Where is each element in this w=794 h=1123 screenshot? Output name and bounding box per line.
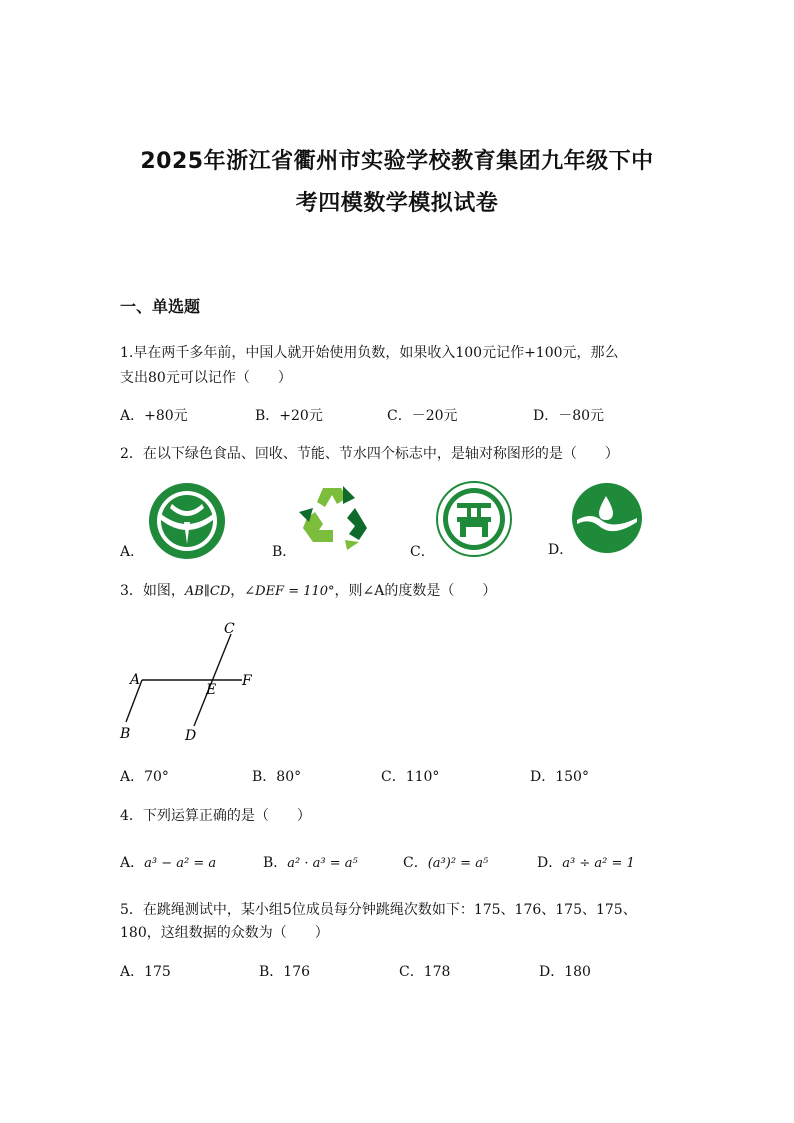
- q3-option-d: D．150°: [530, 769, 589, 785]
- figure-label-f: F: [242, 673, 252, 689]
- q3-option-c: C．110°: [381, 769, 440, 785]
- q4-option-a: [120, 852, 216, 872]
- q5-option-d: D．180: [539, 964, 591, 980]
- section-heading: 一、单选题: [120, 297, 201, 316]
- q1-option-d: D．－80元: [533, 408, 605, 424]
- page-title-line-2: 考四模数学模拟试卷: [295, 191, 499, 216]
- energy-saving-logo-icon: [436, 481, 512, 557]
- q4-option-d-expr: a³ ÷ a² = 1: [562, 856, 635, 871]
- q4-option-c: [403, 852, 488, 872]
- q5-option-c: C．178: [399, 964, 451, 980]
- q4-option-b: [263, 852, 358, 872]
- figure-label-e: E: [206, 682, 217, 698]
- q1-text-line-1: 1.早在两千多年前，中国人就开始使用负数，如果收入100元记作+100元，那么: [120, 345, 619, 361]
- q1-option-b: B．+20元: [255, 408, 323, 424]
- figure-label-a: A: [130, 672, 141, 688]
- page-title-line-1: 2025年浙江省衢州市实验学校教育集团九年级下中: [140, 149, 654, 174]
- figure-label-c: C: [224, 621, 235, 637]
- q3-separator: ，: [230, 583, 245, 599]
- q3-geometry-figure: [114, 616, 284, 746]
- q3-condition-angle: ∠DEF = 110°: [244, 584, 335, 599]
- q4-option-c-letter: C．: [403, 855, 428, 871]
- q2-text: 2．在以下绿色食品、回收、节能、节水四个标志中，是轴对称图形的是（ ）: [120, 446, 619, 462]
- q3-option-a: A．70°: [120, 769, 169, 785]
- q4-option-b-letter: B．: [263, 855, 288, 871]
- figure-label-b: B: [120, 726, 131, 742]
- q1-option-a: A．+80元: [120, 408, 188, 424]
- q3-suffix: ，则∠A的度数是（ ）: [334, 583, 497, 599]
- q4-option-a-expr: a³ − a² = a: [144, 856, 217, 871]
- water-saving-logo-icon: [571, 482, 643, 554]
- q1-option-c: C．－20元: [387, 408, 458, 424]
- q2-option-a: A．: [120, 544, 145, 560]
- q2-option-b: B．: [272, 544, 297, 560]
- q4-option-b-expr: a² · a³ = a⁵: [287, 856, 358, 871]
- q4-text: 4．下列运算正确的是（ ）: [120, 808, 311, 824]
- q3-text: [120, 580, 496, 600]
- q4-option-d: [537, 852, 635, 872]
- green-food-logo-icon: [148, 482, 226, 560]
- q5-option-b: B．176: [259, 964, 311, 980]
- q2-option-d: D．: [548, 542, 574, 558]
- figure-label-d: D: [185, 728, 197, 744]
- q3-prefix: 3．如图，: [120, 583, 185, 599]
- q4-option-c-expr: (a³)² = a⁵: [427, 856, 489, 871]
- q5-text-line-2: 180，这组数据的众数为（ ）: [120, 925, 329, 941]
- q5-text-line-1: 5．在跳绳测试中，某小组5位成员每分钟跳绳次数如下：175、176、175、175、: [120, 902, 637, 918]
- q3-option-b: B．80°: [252, 769, 302, 785]
- q5-option-a: A．175: [120, 964, 171, 980]
- q4-option-a-letter: A．: [120, 855, 145, 871]
- recycle-logo-icon: [297, 482, 371, 552]
- q2-option-c: C．: [410, 544, 435, 560]
- q3-condition-parallel: AB∥CD: [184, 584, 231, 599]
- q4-option-d-letter: D．: [537, 855, 563, 871]
- q1-text-line-2: 支出80元可以记作（ ）: [120, 370, 292, 386]
